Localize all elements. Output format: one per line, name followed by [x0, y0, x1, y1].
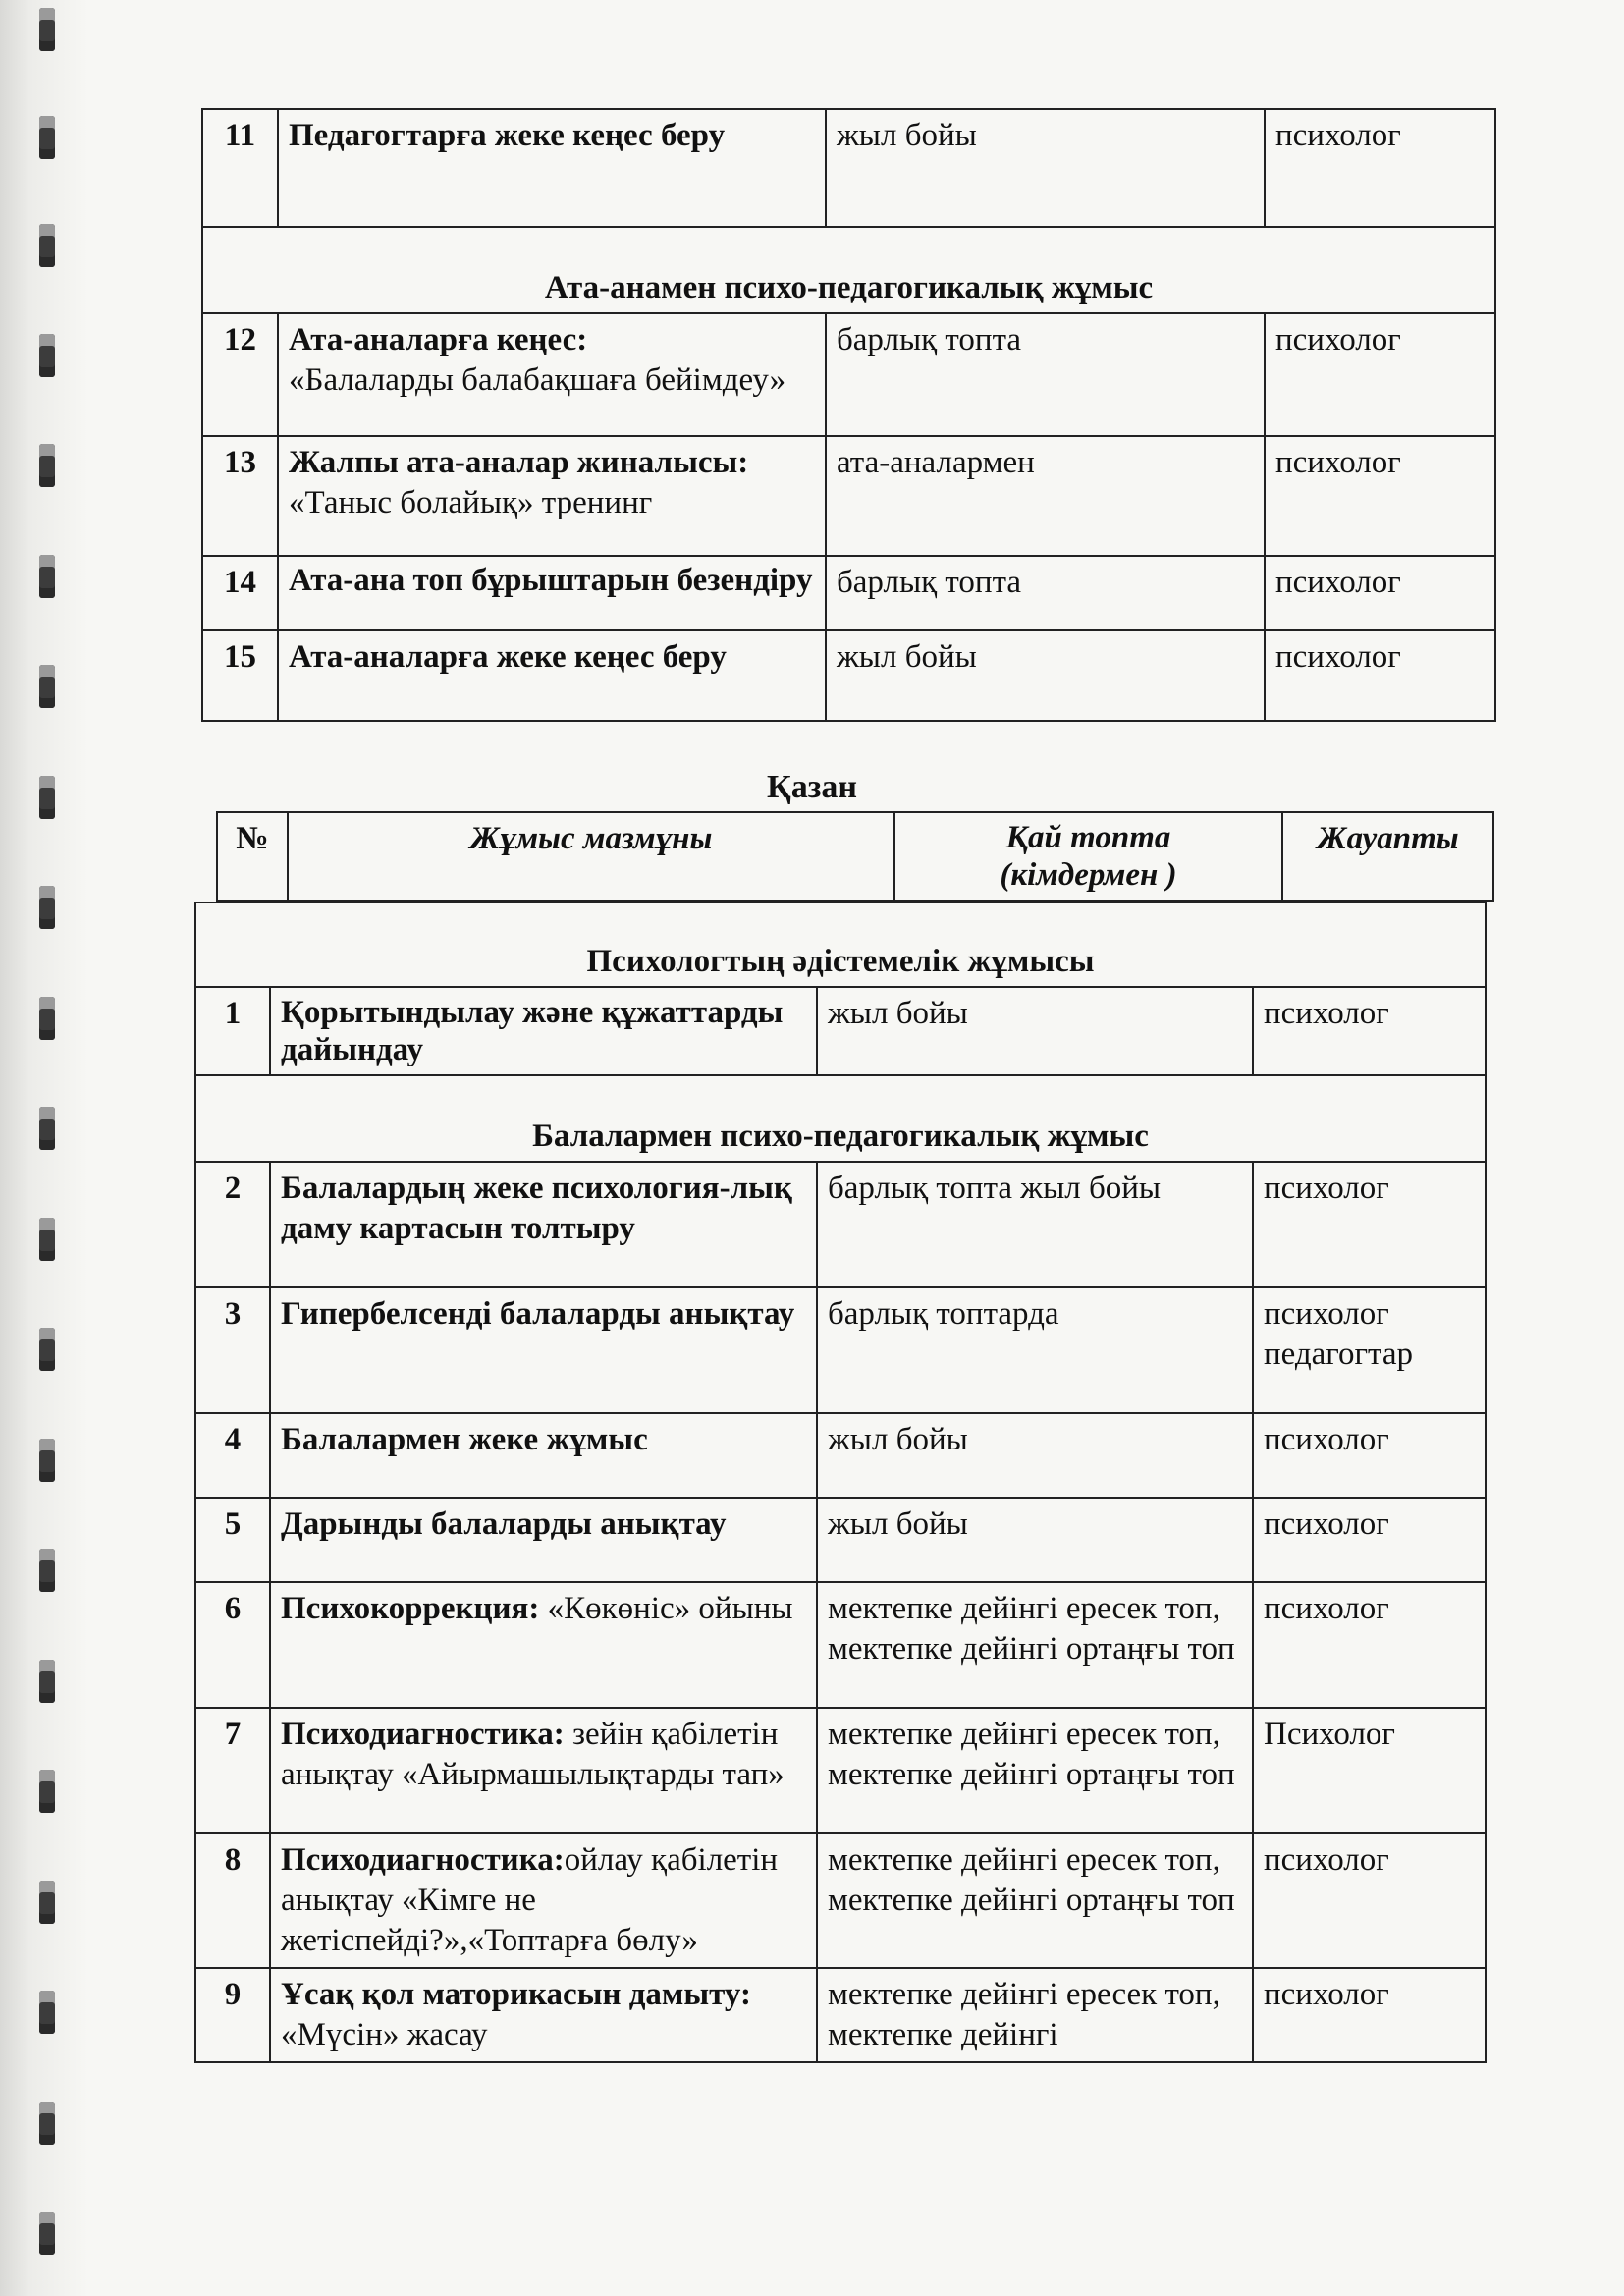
row-number: 8	[195, 1833, 270, 1968]
row-number: 5	[195, 1498, 270, 1582]
row-number: 4	[195, 1413, 270, 1498]
row-group: мектепке дейінгі ересек топ, мектепке дейінгі ортаңғы топ	[817, 1833, 1253, 1968]
header-number: №	[217, 812, 288, 901]
table-row	[202, 630, 1495, 721]
row-responsible: психолог	[1253, 1498, 1486, 1582]
section-row	[202, 227, 1495, 313]
header-group	[894, 812, 1282, 901]
section-row	[195, 1075, 1486, 1162]
row-group: жыл бойы	[826, 109, 1265, 227]
row-responsible: психолог	[1253, 1833, 1486, 1968]
table-row	[195, 1498, 1486, 1582]
row-content-bold: Жалпы ата-аналар жиналысы:	[289, 445, 749, 480]
binding-hole	[39, 224, 55, 267]
row-responsible: психолог	[1265, 630, 1495, 721]
plan-table-bottom	[194, 902, 1487, 2063]
row-content: Ата-ана топ бұрыштарын безендіру	[278, 556, 826, 630]
row-content: Дарынды балаларды анықтау	[270, 1498, 817, 1582]
table-row	[195, 1708, 1486, 1833]
row-content: Балалармен жеке жұмыс	[270, 1413, 817, 1498]
binding-hole	[39, 2102, 55, 2145]
row-content: Қорытындылау және құжаттарды дайындау	[270, 987, 817, 1075]
row-content-text: «Таныс болайық» тренинг	[289, 485, 653, 520]
table-row	[202, 556, 1495, 630]
plan-table-top	[201, 108, 1496, 722]
binding-strip	[0, 0, 88, 2296]
binding-hole	[39, 997, 55, 1040]
row-content-bold: Психодиагностика:	[281, 1717, 565, 1752]
row-number: 15	[202, 630, 278, 721]
row-content: Гипербелсенді балаларды анықтау	[270, 1287, 817, 1413]
row-content-bold: Психокоррекция:	[281, 1591, 540, 1626]
row-group: жыл бойы	[826, 630, 1265, 721]
row-number: 13	[202, 436, 278, 556]
binding-hole	[39, 1328, 55, 1371]
row-number: 9	[195, 1968, 270, 2062]
row-number: 3	[195, 1287, 270, 1413]
table-row	[202, 436, 1495, 556]
row-content: Педагогтарға жеке кеңес беру	[278, 109, 826, 227]
row-group: барлық топта	[826, 313, 1265, 436]
section-row	[195, 902, 1486, 987]
table-row	[195, 1833, 1486, 1968]
row-group: жыл бойы	[817, 987, 1253, 1075]
table-row	[195, 1287, 1486, 1413]
binding-hole	[39, 555, 55, 598]
table-row	[195, 987, 1486, 1075]
row-number: 12	[202, 313, 278, 436]
row-content	[270, 1968, 817, 2062]
row-responsible: психолог	[1265, 313, 1495, 436]
month-title: Қазан	[767, 769, 857, 805]
row-content-bold: Ата-аналарға кеңес:	[289, 322, 588, 357]
binding-hole	[39, 334, 55, 377]
row-responsible: психолог	[1265, 436, 1495, 556]
binding-hole	[39, 1218, 55, 1261]
binding-hole	[39, 886, 55, 929]
header-group-line2: (кімдермен )	[1000, 857, 1177, 893]
binding-hole	[39, 1549, 55, 1592]
row-content-text: зейін қабілетін анықтау «Айырмашылықтарды тап»	[281, 1717, 785, 1792]
binding-hole	[39, 1107, 55, 1150]
binding-hole	[39, 1770, 55, 1813]
plan-table-header	[216, 811, 1494, 902]
binding-hole	[39, 665, 55, 708]
row-group: мектепке дейінгі ересек топ, мектепке дейінгі	[817, 1968, 1253, 2062]
row-group: мектепке дейінгі ересек топ, мектепке дейінгі ортаңғы топ	[817, 1582, 1253, 1708]
row-responsible: психолог	[1253, 1413, 1486, 1498]
binding-hole	[39, 444, 55, 487]
row-content	[270, 1582, 817, 1708]
binding-hole	[39, 2212, 55, 2255]
table-row	[195, 1582, 1486, 1708]
row-content-text: «Балаларды балабақшаға бейімдеу»	[289, 362, 786, 398]
section-title-parents: Ата-анамен психо-педагогикалық жұмыс	[202, 227, 1495, 313]
row-content	[270, 1708, 817, 1833]
row-group: ата-аналармен	[826, 436, 1265, 556]
row-group: барлық топтарда	[817, 1287, 1253, 1413]
binding-hole	[39, 1439, 55, 1482]
row-number: 6	[195, 1582, 270, 1708]
row-content-text: ойлау қабілетін анықтау «Кімге не жетіспейді?»,«Топтарға бөлу»	[281, 1842, 779, 1958]
table-row	[195, 1162, 1486, 1287]
row-group: барлық топта жыл бойы	[817, 1162, 1253, 1287]
table-row	[195, 1968, 1486, 2062]
row-content	[278, 313, 826, 436]
table-row	[202, 109, 1495, 227]
row-content-bold: Ұсақ қол маторикасын дамыту:	[281, 1977, 751, 2012]
binding-hole	[39, 8, 55, 51]
table-row	[195, 1413, 1486, 1498]
row-content-text: «Көкөніс» ойыны	[547, 1591, 793, 1626]
row-content-text: «Мүсін» жасау	[281, 2017, 488, 2052]
row-number: 7	[195, 1708, 270, 1833]
row-content	[270, 1833, 817, 1968]
section-title-methodical: Психологтың әдістемелік жұмысы	[195, 902, 1486, 987]
row-content: Балалардың жеке психология-лық даму картасын толтыру	[270, 1162, 817, 1287]
row-responsible: психолог	[1253, 987, 1486, 1075]
row-group: мектепке дейінгі ересек топ, мектепке дейінгі ортаңғы топ	[817, 1708, 1253, 1833]
row-group: жыл бойы	[817, 1413, 1253, 1498]
section-title-children: Балалармен психо-педагогикалық жұмыс	[195, 1075, 1486, 1162]
row-number: 2	[195, 1162, 270, 1287]
row-number: 14	[202, 556, 278, 630]
binding-hole	[39, 1660, 55, 1703]
binding-hole	[39, 116, 55, 159]
header-row	[217, 812, 1493, 901]
row-responsible: Психолог	[1253, 1708, 1486, 1833]
row-responsible: психолог	[1265, 109, 1495, 227]
header-responsible: Жауапты	[1282, 812, 1493, 901]
binding-hole	[39, 1991, 55, 2034]
row-content: Ата-аналарға жеке кеңес беру	[278, 630, 826, 721]
row-responsible: психолог	[1253, 1162, 1486, 1287]
row-responsible: психолог	[1253, 1968, 1486, 2062]
header-group-line1: Қай топта	[1005, 820, 1171, 855]
row-responsible: психолог	[1253, 1582, 1486, 1708]
row-number: 11	[202, 109, 278, 227]
row-content	[278, 436, 826, 556]
row-responsible: психолог педагогтар	[1253, 1287, 1486, 1413]
binding-hole	[39, 1881, 55, 1924]
row-responsible: психолог	[1265, 556, 1495, 630]
row-content-bold: Психодиагностика:	[281, 1842, 565, 1878]
table-row	[202, 313, 1495, 436]
row-group: барлық топта	[826, 556, 1265, 630]
header-content: Жұмыс мазмұны	[288, 812, 894, 901]
row-group: жыл бойы	[817, 1498, 1253, 1582]
row-number: 1	[195, 987, 270, 1075]
